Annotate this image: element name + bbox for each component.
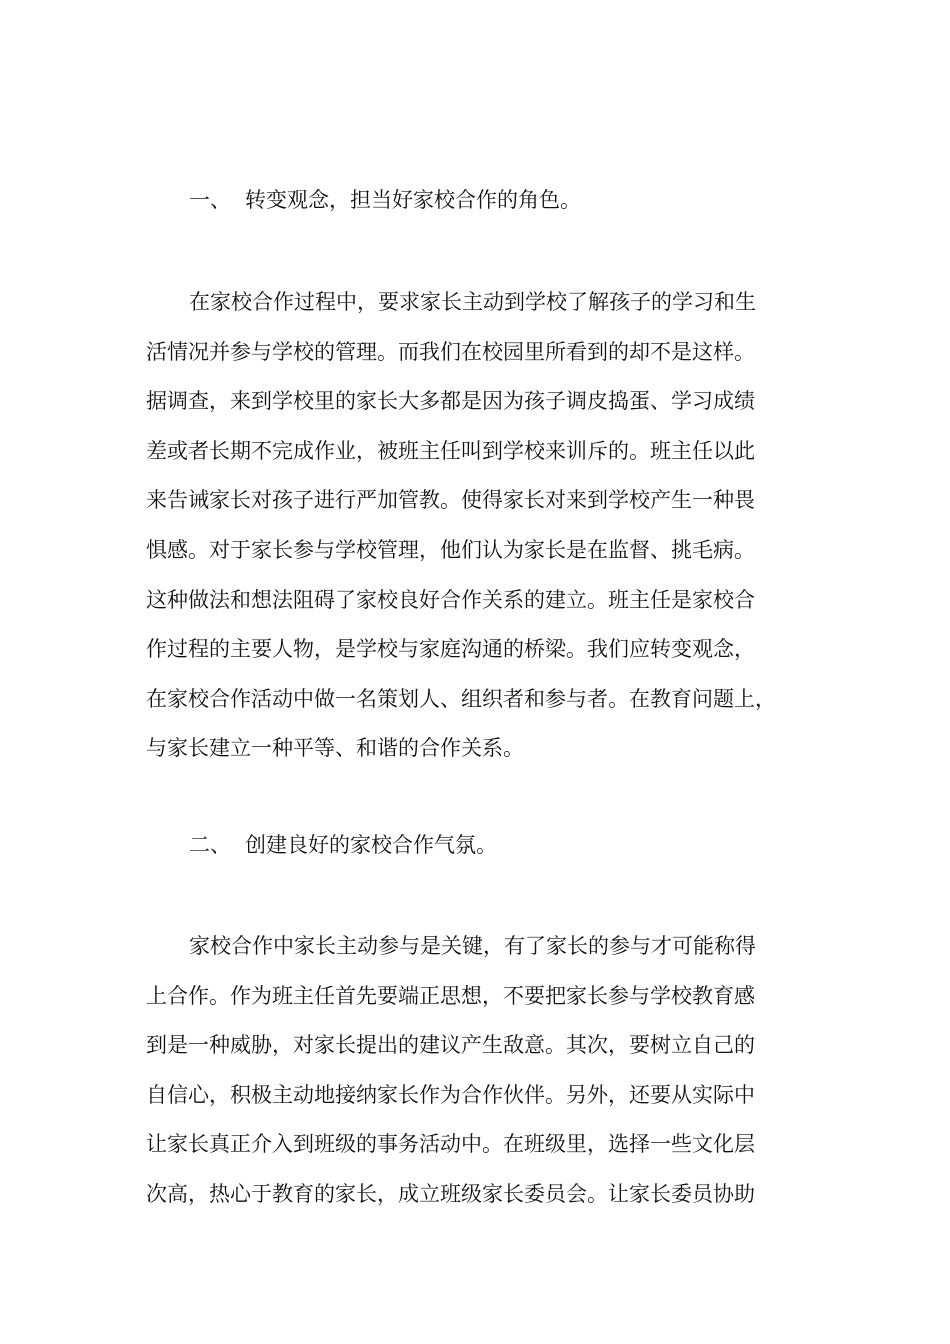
- paragraph-line: 来告诫家长对孩子进行严加管教。使得家长对来到学校产生一种畏: [146, 488, 755, 513]
- paragraph-2: [146, 922, 836, 1220]
- section-title-1: 转变观念，担当好家校合作的角色。: [245, 188, 581, 212]
- paragraph-line: 在家校合作活动中做一名策划人、组织者和参与者。在教育问题上，: [146, 686, 776, 711]
- paragraph-line: 据调查，来到学校里的家长大多都是因为孩子调皮捣蛋、学习成绩: [146, 389, 755, 414]
- section-heading-2: [189, 830, 497, 860]
- paragraph-1: [146, 278, 836, 774]
- paragraph-line: 自信心，积极主动地接纳家长作为合作伙伴。另外，还要从实际中: [146, 1082, 755, 1107]
- paragraph-line: 活情况并参与学校的管理。而我们在校园里所看到的却不是这样。: [146, 339, 755, 364]
- paragraph-line: 这种做法和想法阻碍了家校良好合作关系的建立。班主任是家校合: [146, 587, 755, 612]
- section-number-1: 一、: [189, 188, 231, 212]
- paragraph-line: 在家校合作过程中，要求家长主动到学校了解孩子的学习和生: [189, 290, 756, 314]
- paragraph-line: 到是一种威胁，对家长提出的建议产生敌意。其次，要树立自己的: [146, 1033, 755, 1058]
- paragraph-line: 与家长建立一种平等、和谐的合作关系。: [146, 736, 524, 761]
- paragraph-line: 次高，热心于教育的家长，成立班级家长委员会。让家长委员协助: [146, 1181, 755, 1206]
- paragraph-line: 差或者长期不完成作业，被班主任叫到学校来训斥的。班主任以此: [146, 438, 755, 463]
- paragraph-line: 惧感。对于家长参与学校管理，他们认为家长是在监督、挑毛病。: [146, 537, 755, 562]
- paragraph-line: 作过程的主要人物，是学校与家庭沟通的桥梁。我们应转变观念，: [146, 637, 755, 662]
- section-heading-1: [189, 185, 581, 215]
- paragraph-line: 家校合作中家长主动参与是关键，有了家长的参与才可能称得: [189, 934, 756, 958]
- paragraph-line: 上合作。作为班主任首先要端正思想，不要把家长参与学校教育感: [146, 983, 755, 1008]
- section-number-2: 二、: [189, 833, 231, 857]
- section-title-2: 创建良好的家校合作气氛。: [245, 833, 497, 857]
- paragraph-line: 让家长真正介入到班级的事务活动中。在班级里，选择一些文化层: [146, 1132, 755, 1157]
